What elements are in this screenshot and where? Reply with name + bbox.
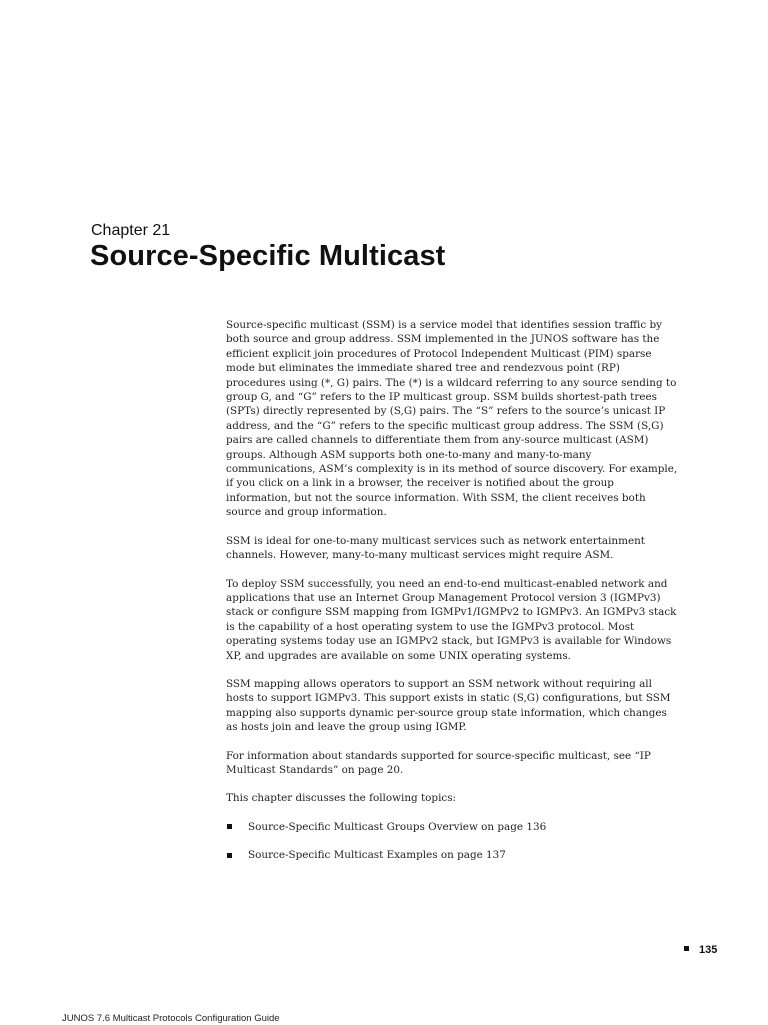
- chapter-body: [226, 318, 680, 877]
- chapter-label: Chapter 21: [91, 222, 171, 239]
- ssm-mapping-paragraph: SSM mapping allows operators to support an SSM network without requiring all hosts to support IGMPv3. This support exists in static (S,G) configurations, but SSM mapping also supports dynamic per-source group state information, which changes as hosts join and leave the group using IGMP.: [226, 677, 671, 734]
- topic-link-groups-overview[interactable]: Source-Specific Multicast Groups Overview on page 136: [248, 820, 547, 833]
- deploy-paragraph: To deploy SSM successfully, you need an end-to-end multicast-enabled network and applications that use an Internet Group Management Protocol version 3 (IGMPv3) stack or configure SSM mapping from IGMPv1/IGMPv2 to IGMPv3. An IGMPv3 stack is the capability of a host operating system to use the IGMPv3 protocol. Most operating systems today use an IGMPv2 stack, but IGMPv3 is available for Windows XP, and upgrades are available on some UNIX operating systems.: [226, 577, 677, 662]
- square-bullet-icon: [684, 946, 689, 951]
- topic-link-examples[interactable]: Source-Specific Multicast Examples on page 137: [248, 849, 506, 862]
- square-bullet-icon: [227, 824, 232, 829]
- footer-guide-title: JUNOS 7.6 Multicast Protocols Configuration Guide: [62, 1013, 280, 1024]
- topics-intro-paragraph: This chapter discusses the following topics:: [226, 792, 457, 805]
- standards-paragraph: For information about standards supported for source-specific multicast, see “IP Multicast Standards” on page 20.: [226, 749, 651, 776]
- list-item[interactable]: [226, 820, 680, 834]
- list-item[interactable]: [226, 848, 680, 862]
- topics-list: [226, 820, 680, 863]
- page-number: [684, 943, 717, 957]
- chapter-title: Source-Specific Multicast: [90, 240, 446, 272]
- ssm-use-paragraph: SSM is ideal for one-to-many multicast services such as network entertainment channels. However, many-to-many multicast services might require ASM.: [226, 534, 645, 562]
- square-bullet-icon: [227, 853, 232, 858]
- page-number-text: 135: [699, 944, 718, 956]
- intro-paragraph: Source-specific multicast (SSM) is a service model that identifies session traffic by both source and group address. SSM implemented in the JUNOS software has the efficient explicit join procedures of Protocol Independent Multicast (PIM) sparse mode but eliminates the immediate shared tree and rendezvous point (RP) procedures using (*, G) pairs. The (*) is a wildcard referring to any source sending to group G, and “G” refers to the IP multicast group. SSM builds shortest-path trees (SPTs) directly represented by (S,G) pairs. The “S” refers to the source’s unicast IP address, and the “G” refers to the specific multicast group address. The SSM (S,G) pairs are called channels to differentiate them from any-source multicast (ASM) groups. Although ASM supports both one-to-many and many-to-many communications, ASM’s complexity is in its method of source discovery. For example, if you click on a link in a browser, the receiver is notified about the group information, but not the source information. With SSM, the client receives both source and group information.: [226, 319, 678, 519]
